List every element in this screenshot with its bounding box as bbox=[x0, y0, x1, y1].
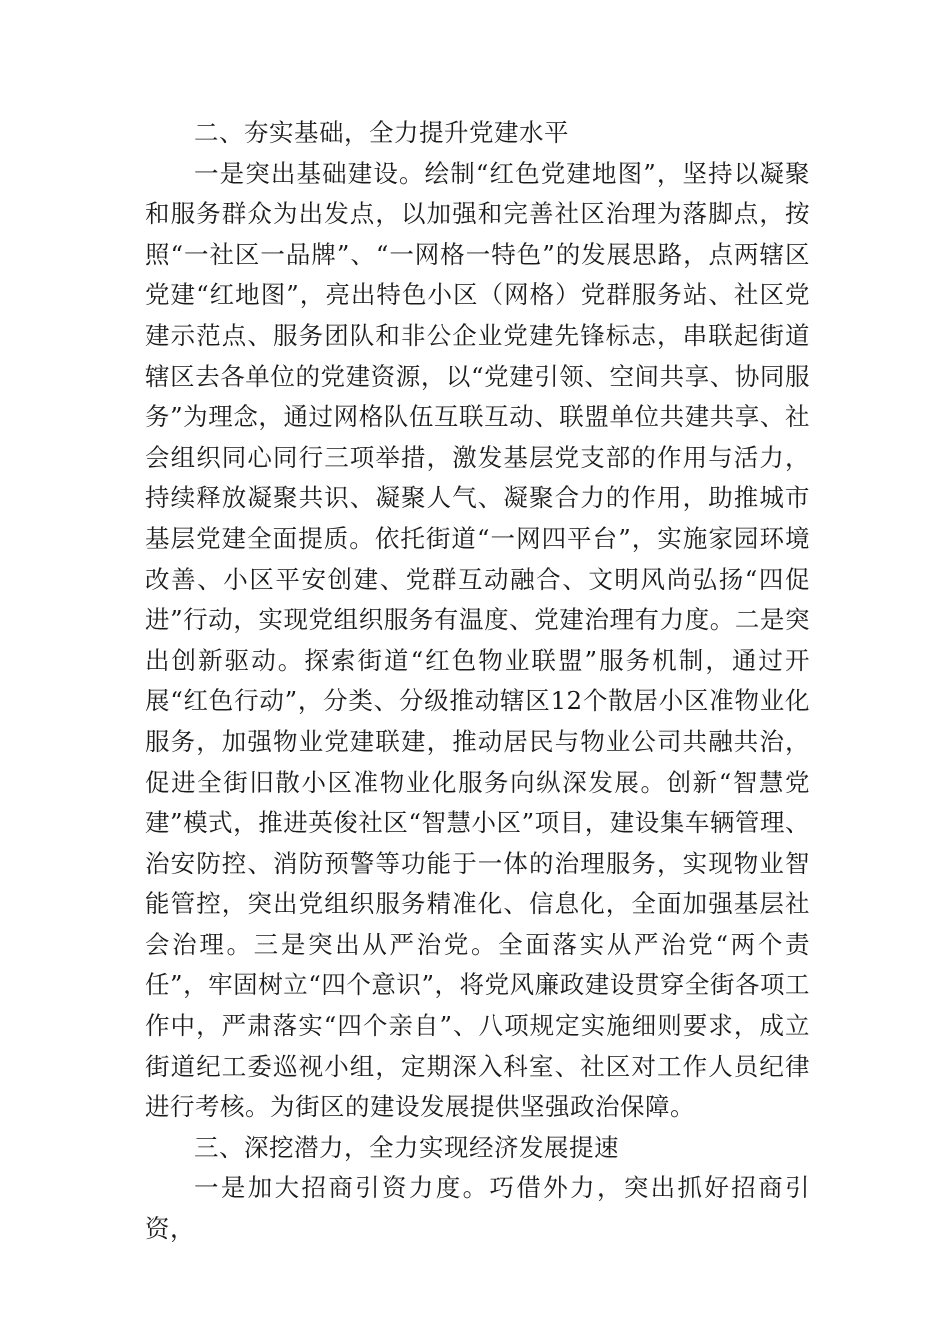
body-paragraph: 一是加大招商引资力度。巧借外力，突出抓好招商引资， bbox=[145, 1173, 810, 1244]
document-page bbox=[145, 113, 810, 1250]
section-heading: 三、深挖潜力，全力实现经济发展提速 bbox=[194, 1132, 619, 1162]
section-heading: 二、夯实基础，全力提升党建水平 bbox=[194, 118, 569, 147]
body-paragraph: 一是突出基础建设。绘制“红色党建地图”，坚持以凝聚和服务群众为出发点，以加强和完善社区治理为落脚点，按照“一社区一品牌”、“一网格一特色”的发展思路，点两辖区党建“红地图”，亮出特色小区（网格）党群服务站、社区党建示范点、服务团队和非公企业党建先锋标志，串联起街道辖区去各单位的党建资源，以“党建引领、空间共享、协同服务”为理念，通过网格队伍互联互动、联盟单位共建共享、社会组织同心同行三项举措，激发基层党支部的作用与活力，持续释放凝聚共识、凝聚人气、凝聚合力的作用，助推城市基层党建全面提质。依托街道“一网四平台”，实施家园环境改善、小区平安创建、党群互动融合、文明风尚弘扬“四促进”行动，实现党组织服务有温度、党建治理有力度。二是突出创新驱动。探索街道“红色物业联盟”服务机制，通过开展“红色行动”，分类、分级推动辖区12个散居小区准物业化服务，加强物业党建联建，推动居民与物业公司共融共治，促进全街旧散小区准物业化服务向纵深发展。创新“智慧党建”模式，推进英俊社区“智慧小区”项目，建设集车辆管理、治安防控、消防预警等功能于一体的治理服务，实现物业智能管控，突出党组织服务精准化、信息化，全面加强基层社会治理。三是突出从严治党。全面落实从严治党“两个责任”，牢固树立“四个意识”，将党风廉政建设贯穿全街各项工作中，严肃落实“四个亲自”、八项规定实施细则要求，成立街道纪工委巡视小组，定期深入科室、社区对工作人员纪律进行考核。为街区的建设发展提供坚强政治保障。 bbox=[145, 158, 810, 1122]
